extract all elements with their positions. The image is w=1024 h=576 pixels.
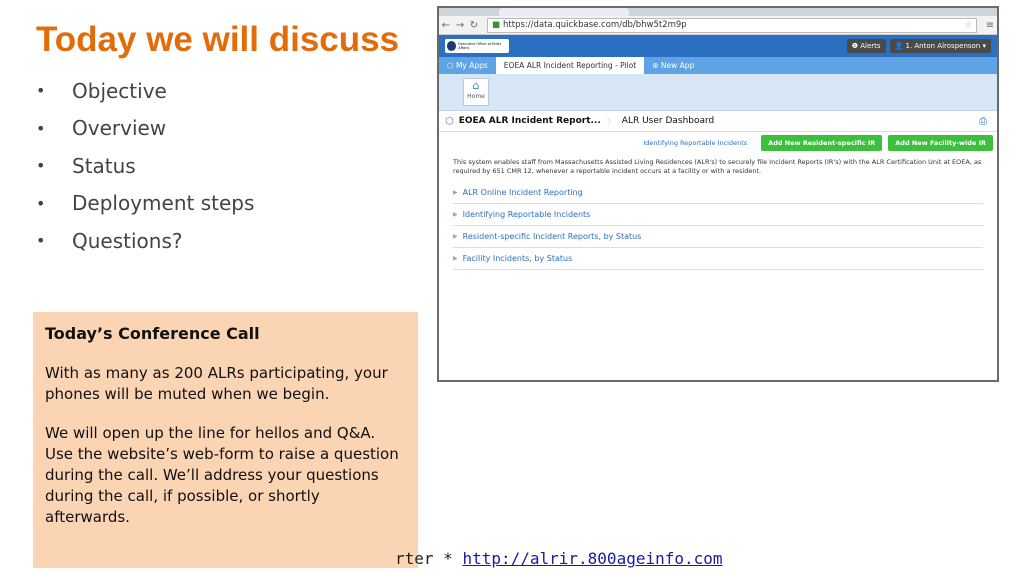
expand-arrow-icon: ▶ (453, 211, 458, 218)
alerts-label: Alerts (860, 42, 881, 50)
expand-arrow-icon: ▶ (453, 233, 458, 240)
tab-eoea-pilot[interactable] (496, 57, 644, 74)
forward-icon[interactable]: → (455, 19, 465, 31)
section-label: Identifying Reportable Incidents (462, 210, 591, 219)
agenda-item (36, 110, 254, 148)
section-identifying[interactable] (453, 204, 983, 226)
agenda-item (36, 185, 254, 223)
expand-arrow-icon: ▶ (453, 189, 458, 196)
slide-title: Today we will discuss (36, 20, 400, 59)
app-icon: ⬡ (445, 115, 454, 127)
add-facility-ir-button[interactable]: Add New Facility-wide IR (888, 135, 993, 151)
agenda-item-label: Questions? (72, 228, 183, 253)
agenda-item (36, 222, 254, 260)
alerts-button[interactable]: ❶ Alerts (847, 39, 886, 53)
callout-title: Today’s Conference Call (45, 324, 260, 343)
section-alr-online[interactable] (453, 182, 983, 204)
conference-call-callout (33, 312, 418, 568)
agenda-item-label: Status (72, 153, 136, 178)
app-header (439, 35, 997, 57)
browser-screenshot (437, 6, 999, 382)
callout-paragraph: We will open up the line for hellos and Q&A. Use the website’s web-form to raise a question during the call. We’ll address your questions during the call, if possible, or shortly afterwards. (45, 424, 399, 526)
back-icon[interactable]: ← (441, 19, 451, 31)
footer-prefix: rter * (395, 549, 463, 568)
section-label: Resident-specific Incident Reports, by Status (462, 232, 642, 241)
expand-arrow-icon: ▶ (453, 255, 458, 262)
bullet-icon: • (36, 81, 46, 101)
browser-tab[interactable] (499, 8, 629, 16)
breadcrumb-page: ALR User Dashboard (621, 116, 715, 126)
seal-icon (447, 41, 456, 51)
agenda-item-label: Objective (72, 78, 167, 103)
menu-icon[interactable]: ≡ (985, 19, 995, 31)
section-label: Facility Incidents, by Status (462, 254, 573, 263)
reload-icon[interactable]: ↻ (469, 19, 479, 31)
add-resident-ir-button[interactable]: Add New Resident-specific IR (761, 135, 882, 151)
tab-label: New App (660, 61, 695, 70)
agenda-item (36, 72, 254, 110)
tab-my-apps[interactable]: ⬡ My Apps (447, 61, 488, 70)
user-label: 1. Anton Alrospenson (905, 42, 981, 50)
action-bar (439, 132, 997, 154)
bullet-icon: • (36, 118, 46, 138)
user-menu-button[interactable]: 👤 1. Anton Alrospenson ▾ (890, 39, 991, 53)
tab-label: EOEA ALR Incident Reporting - Pilot (503, 61, 637, 70)
footer (395, 549, 723, 568)
section-facility-incidents[interactable] (453, 248, 983, 270)
lock-icon: ■ (492, 20, 501, 30)
identifying-incidents-link[interactable]: Identifying Reportable Incidents (643, 139, 748, 147)
dashboard-content (439, 154, 997, 382)
bullet-icon: • (36, 156, 46, 176)
home-bar (439, 74, 997, 111)
address-url: https://data.quickbase.com/db/bhw5t2m9p (503, 20, 687, 30)
dashboard-description: This system enables staff from Massachusetts Assisted Living Residences (ALR's) to securely file Incident Reports (IR's) with the ALR Certification Unit at EOEA, as required by 651 CMR 12, whenever a reportable incident occurs at a facility or with a resident. (453, 158, 982, 175)
star-icon[interactable]: ☆ (964, 20, 972, 30)
tab-label: My Apps (455, 61, 488, 70)
section-resident-reports[interactable] (453, 226, 983, 248)
browser-tabstrip (439, 8, 997, 16)
home-icon: ⌂ (472, 79, 480, 92)
footer-link[interactable]: http://alrir.800ageinfo.com (462, 549, 723, 568)
agenda-item-label: Overview (72, 116, 167, 141)
address-bar[interactable] (487, 18, 977, 33)
app-tabs (439, 57, 997, 74)
section-label: ALR Online Incident Reporting (462, 188, 583, 197)
browser-toolbar (439, 16, 997, 35)
print-icon[interactable]: ⎙ (979, 115, 987, 127)
agenda-item (36, 147, 254, 185)
callout-paragraph: With as many as 200 ALRs participating, your phones will be muted when we begin. (45, 364, 388, 403)
bullet-icon: • (36, 231, 46, 251)
home-button[interactable] (463, 78, 489, 106)
bullet-icon: • (36, 193, 46, 213)
home-label: Home (467, 93, 485, 100)
logo-text: Executive Office of Elder Affairs (458, 42, 502, 50)
agenda-list (36, 72, 254, 260)
tab-new-app[interactable]: ⊕ New App (652, 61, 695, 70)
breadcrumb-app[interactable]: EOEA ALR Incident Report... (458, 116, 601, 126)
breadcrumb (439, 111, 997, 132)
eoea-logo (445, 39, 509, 53)
agenda-item-label: Deployment steps (72, 191, 255, 216)
breadcrumb-separator: 〉 (606, 117, 616, 128)
